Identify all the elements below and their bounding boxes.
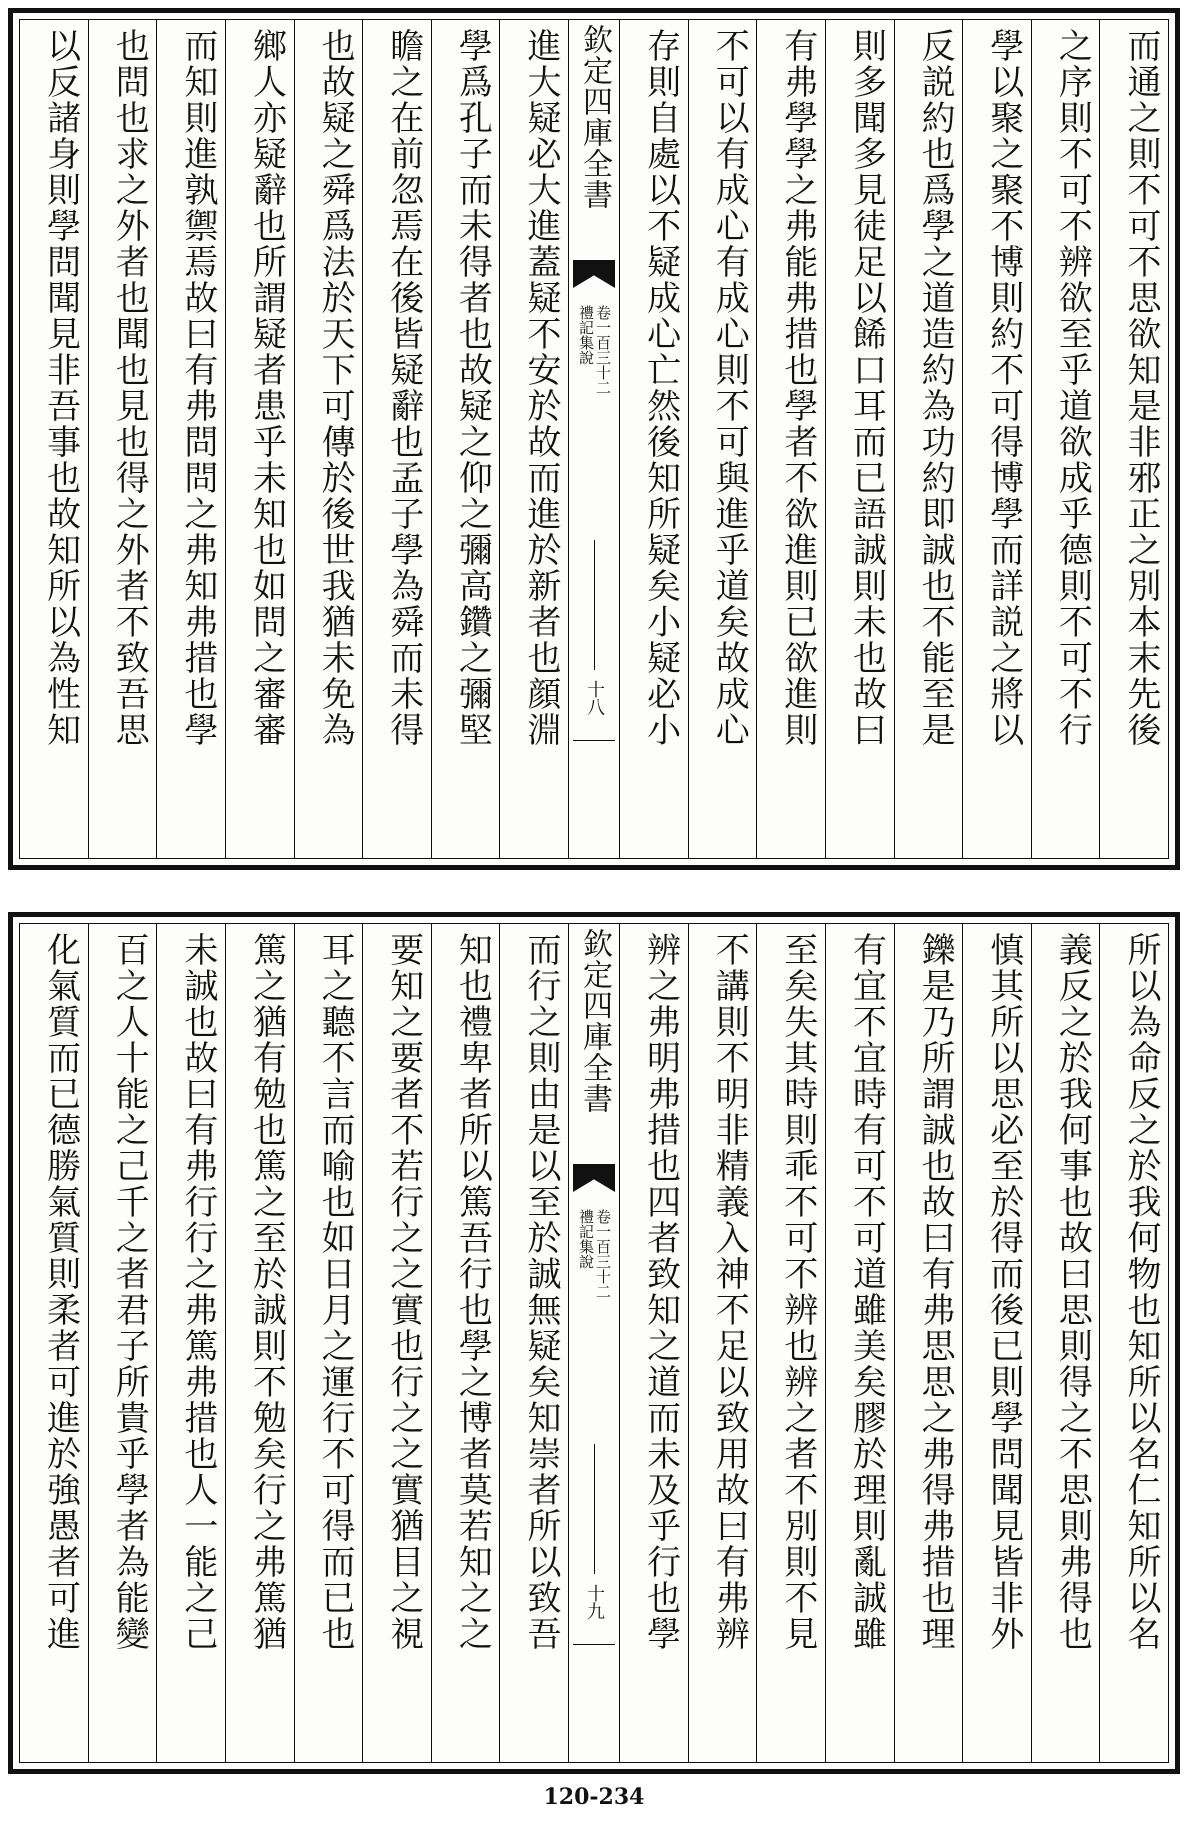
text-column: 則多聞多見徒足以餙口耳而已語誠則未也故曰 — [825, 20, 894, 858]
text-column: 有宜不宜時有可不可道雖美矣膠於理則亂誠雖 — [825, 924, 894, 1762]
text-column: 而通之則不可不思欲知是非邪正之別本末先後 — [1099, 20, 1168, 858]
text-column: 而知則進孰禦焉故曰有弗問問之弗知弗措也學 — [156, 20, 225, 858]
text-column: 有弗學學之弗能弗措也學者不欲進則已欲進則 — [756, 20, 825, 858]
text-column: 鄉人亦疑辭也所謂疑者患乎未知也如問之審審 — [225, 20, 294, 858]
volume-number: 卷一百三十二 — [594, 1209, 612, 1299]
fish-tail-mark-upper — [573, 1164, 615, 1192]
text-column: 以反諸身則學問聞見非吾事也故知所以為性知 — [40, 28, 81, 748]
lower-page-frame — [19, 923, 1169, 1763]
text-column: 百之人十能之己千之者君子所貴乎學者為能變 — [88, 924, 157, 1762]
text-column: 之序則不可不辨欲至乎道欲成乎德則不可不行 — [1031, 20, 1100, 858]
lower-page-columns — [20, 924, 1168, 1762]
text-column: 存則自處以不疑成心亡然後知所疑矣小疑必小 — [619, 20, 688, 858]
text-column: 耳之聽不言而喻也如日月之運行不可得而已也 — [294, 924, 363, 1762]
volume-number: 卷一百三十二 — [594, 305, 612, 395]
text-column: 學以聚之聚不博則約不可得博學而詳説之將以 — [962, 20, 1031, 858]
book-title: 欽定四庫全書 — [577, 928, 612, 1114]
text-column: 進大疑必大進蓋疑不安於故而進於新者也顔淵 — [499, 20, 568, 858]
upper-page — [8, 8, 1180, 870]
footer-page-number: 120-234 — [543, 1784, 645, 1810]
text-column: 不可以有成心有成心則不可與進乎道矣故成心 — [688, 20, 757, 858]
upper-page-columns — [20, 20, 1168, 858]
text-column: 不講則不明非精義入神不足以致用故曰有弗辨 — [688, 924, 757, 1762]
margin-rule — [594, 1444, 595, 1574]
text-column: 也問也求之外者也聞也見也得之外者不致吾思 — [88, 20, 157, 858]
volume-title: 禮記集說 — [577, 1209, 595, 1269]
text-column: 而行之則由是以至於誠無疑矣知崇者所以致吾 — [499, 924, 568, 1762]
margin-rule-horizontal — [573, 740, 615, 741]
margin-rule — [594, 540, 595, 670]
margin-rule-horizontal — [573, 1644, 615, 1645]
text-column: 化氣質而已德勝氣質則柔者可進於強愚者可進 — [40, 932, 81, 1652]
text-column: 未誠也故曰有弗行行之弗篤弗措也人一能之己 — [156, 924, 225, 1762]
text-column: 義反之於我何事也故曰思則得之不思則弗得也 — [1031, 924, 1100, 1762]
book-title: 欽定四庫全書 — [577, 24, 612, 210]
text-column: 知也禮卑者所以篤吾行也學之博者莫若知之之 — [431, 924, 500, 1762]
text-column: 學爲孔子而未得者也故疑之仰之彌高鑽之彌堅 — [431, 20, 500, 858]
upper-page-frame — [19, 19, 1169, 859]
text-column: 要知之要者不若行之之實也行之之實猶目之視 — [362, 924, 431, 1762]
text-column: 瞻之在前忽焉在後皆疑辭也孟子學為舜而未得 — [362, 20, 431, 858]
lower-page — [8, 912, 1180, 1774]
text-column: 慎其所以思必至於得而後已則學問聞見皆非外 — [962, 924, 1031, 1762]
text-column: 至矣失其時則乖不可不辨也辨之者不別則不見 — [756, 924, 825, 1762]
text-column: 篤之猶有勉也篤之至於誠則不勉矣行之弗篤猶 — [225, 924, 294, 1762]
center-margin-strip — [568, 20, 619, 858]
text-column: 所以為命反之於我何物也知所以名仁知所以名 — [1099, 924, 1168, 1762]
page-number: 十八 — [584, 680, 605, 716]
fish-tail-mark-upper — [573, 260, 615, 288]
text-column: 反説約也爲學之道造約為功約即誠也不能至是 — [894, 20, 963, 858]
volume-title: 禮記集說 — [577, 305, 595, 365]
text-column: 鑠是乃所謂誠也故曰有弗思思之弗得弗措也理 — [894, 924, 963, 1762]
text-column: 也故疑之舜爲法於天下可傳於後世我猶未免為 — [294, 20, 363, 858]
page-number: 十九 — [584, 1584, 605, 1620]
center-margin-strip — [568, 924, 619, 1762]
text-column: 辨之弗明弗措也四者致知之道而未及乎行也學 — [619, 924, 688, 1762]
